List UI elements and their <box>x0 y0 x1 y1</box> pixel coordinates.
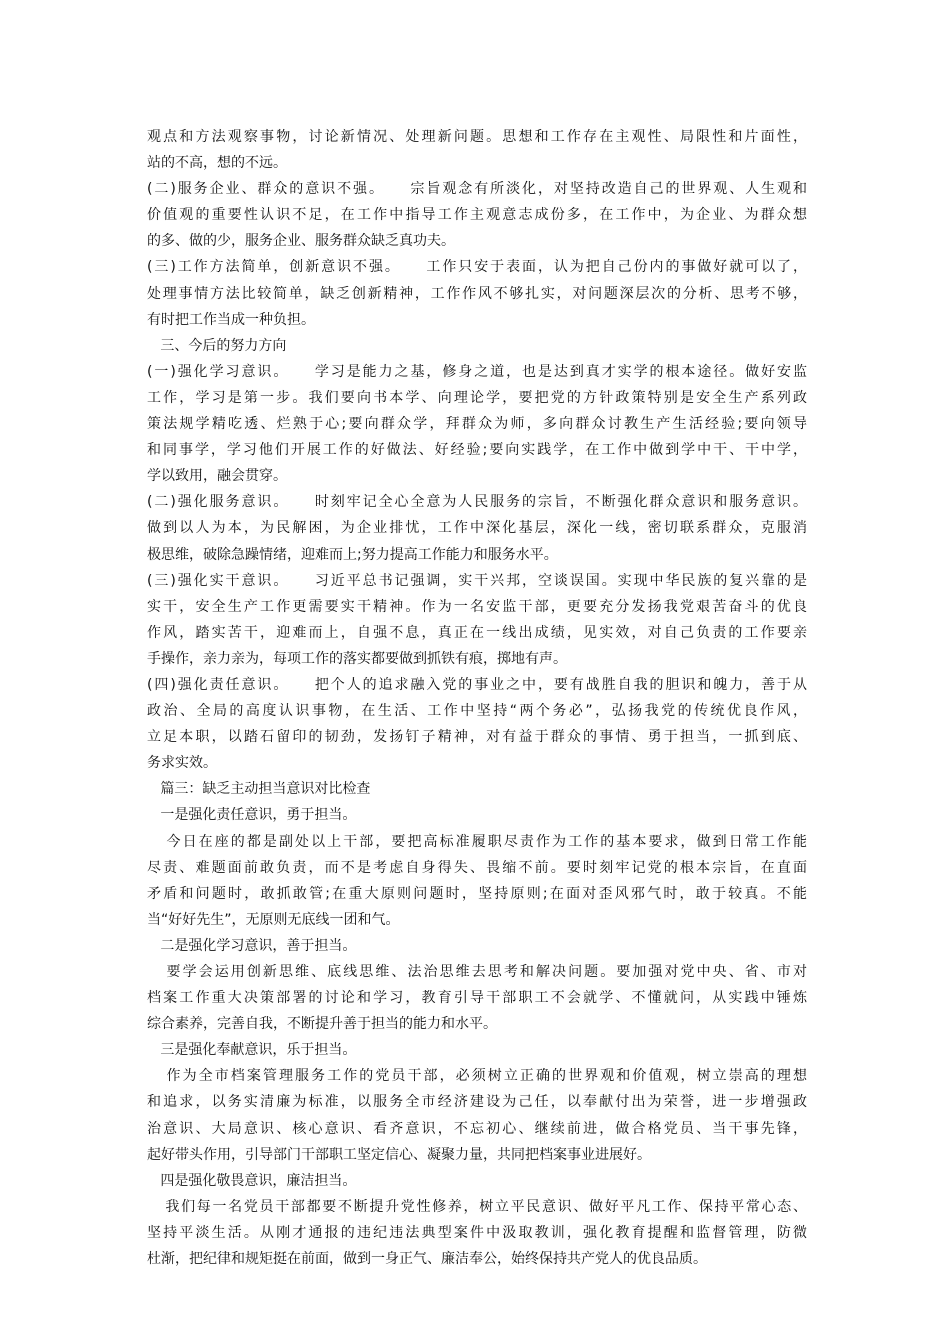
text-line: 有时把工作当成一种负担。 <box>147 311 315 328</box>
text-line: 起好带头作用，引导部门干部职工坚定信心、凝聚力量，共同把档案事业进展好。 <box>147 1146 651 1163</box>
text-line: 策法规学精吃透、烂熟于心;要向群众学，拜群众为师，多向群众讨教生产生活经验;要向领导 <box>147 416 807 433</box>
text-line: 综合素养，完善自我，不断提升善于担当的能力和水平。 <box>147 1016 497 1033</box>
text-line: 处理事情方法比较简单，缺乏创新精神，工作作风不够扎实，对问题深层次的分析、思考不够， <box>147 285 807 302</box>
text-line: 作为全市档案管理服务工作的党员干部，必须树立正确的世界观和价值观，树立崇高的理想 <box>147 1068 807 1085</box>
text-line: (一)强化学习意识。 学习是能力之基，修身之道，也是达到真才实学的根本途径。做好安监 <box>147 363 807 380</box>
text-line: 观点和方法观察事物，讨论新情况、处理新问题。思想和工作存在主观性、局限性和片面性， <box>147 129 807 145</box>
text-line: 政治、全局的高度认识事物，在生活、工作中坚持“两个务必”，弘扬我党的传统优良作风， <box>147 703 807 720</box>
text-line: 极思维，破除急躁情绪，迎难而上;努力提高工作能力和服务水平。 <box>147 546 558 563</box>
text-line: (三)工作方法简单，创新意识不强。 工作只安于表面，认为把自己份内的事做好就可以了， <box>147 259 807 276</box>
text-line: 价值观的重要性认识不足，在工作中指导工作主观意志成份多，在工作中，为企业、为群众想 <box>147 207 807 224</box>
text-line: 我们每一名党员干部都要不断提升党性修养，树立平民意识、做好平凡工作、保持平常心态、 <box>147 1198 807 1215</box>
text-line: 篇三：缺乏主动担当意识对比检查 <box>147 781 371 798</box>
text-line: 三是强化奉献意识，乐于担当。 <box>147 1042 357 1059</box>
text-line: 尽责、难题面前敢负责，而不是考虑自身得失、畏缩不前。要时刻牢记党的根本宗旨，在直面 <box>147 859 807 876</box>
text-line: 立足本职，以踏石留印的韧劲，发扬钉子精神，对有益于群众的事情、勇于担当，一抓到底、 <box>147 729 807 746</box>
text-line: 和追求，以务实清廉为标准，以服务全市经济建设为己任，以奉献付出为荣誉，进一步增强政 <box>147 1094 807 1111</box>
text-line: 矛盾和问题时，敢抓敢管;在重大原则问题时，坚持原则;在面对歪风邪气时，敢于较真。不能 <box>147 885 807 902</box>
text-line: 要学会运用创新思维、底线思维、法治思维去思考和解决问题。要加强对党中央、省、市对 <box>147 964 807 980</box>
text-line: (三)强化实干意识。 习近平总书记强调，实干兴邦，空谈误国。实现中华民族的复兴靠的是 <box>147 572 807 589</box>
text-line: 的多、做的少，服务企业、服务群众缺乏真功夫。 <box>147 233 455 250</box>
text-line: 作风，踏实苦干，迎难而上，自强不息，真正在一线出成绩，见实效，对自己负责的工作要亲 <box>147 624 807 641</box>
text-line: (二)强化服务意识。 时刻牢记全心全意为人民服务的宗旨，不断强化群众意识和服务意识。 <box>147 494 807 511</box>
text-line: 二是强化学习意识，善于担当。 <box>147 937 357 954</box>
text-line: 今日在座的都是副处以上干部，要把高标准履职尽责作为工作的基本要求，做到日常工作能 <box>147 833 807 850</box>
document-body <box>147 124 807 1272</box>
text-line: 务求实效。 <box>147 755 217 772</box>
text-line: 治意识、大局意识、核心意识、看齐意识，不忘初心、继续前进，做合格党员、当干事先锋， <box>147 1120 807 1137</box>
text-line: 三、今后的努力方向 <box>147 337 287 354</box>
text-line: 当“好好先生”，无原则无底线一团和气。 <box>147 911 400 928</box>
text-line: 站的不高，想的不远。 <box>147 155 287 172</box>
text-line: 做到以人为本，为民解困，为企业排忧，工作中深化基层，深化一线，密切联系群众，克服消 <box>147 520 807 537</box>
text-line: 学以致用，融会贯穿。 <box>147 468 287 485</box>
text-line: (四)强化责任意识。 把个人的追求融入党的事业之中，要有战胜自我的胆识和魄力，善于从 <box>147 676 807 693</box>
text-line: 杜渐，把纪律和规矩挺在前面，做到一身正气、廉洁奉公，始终保持共产党人的优良品质。 <box>147 1251 707 1268</box>
text-line: 手操作，亲力亲为，每项工作的落实都要做到抓铁有痕，掷地有声。 <box>147 650 567 667</box>
text-line: 一是强化责任意识，勇于担当。 <box>147 807 357 824</box>
text-line: 和同事学，学习他们开展工作的好做法、好经验;要向实践学，在工作中做到学中干、干中学， <box>147 442 807 459</box>
text-line: 实干，安全生产工作更需要实干精神。作为一名安监干部，更要充分发扬我党艰苦奋斗的优良 <box>147 598 807 615</box>
text-line: 档案工作重大决策部署的讨论和学习，教育引导干部职工不会就学、不懂就问，从实践中锤炼 <box>147 990 807 1007</box>
text-line: 坚持平淡生活。从刚才通报的违纪违法典型案件中汲取教训，强化教育提醒和监督管理，防微 <box>147 1224 807 1241</box>
text-line: (二)服务企业、群众的意识不强。 宗旨观念有所淡化，对坚持改造自己的世界观、人生观和 <box>147 181 807 198</box>
text-line: 四是强化敬畏意识，廉洁担当。 <box>147 1172 357 1189</box>
text-line: 工作，学习是第一步。我们要向书本学、向理论学，要把党的方针政策特别是安全生产系列政 <box>147 389 807 406</box>
